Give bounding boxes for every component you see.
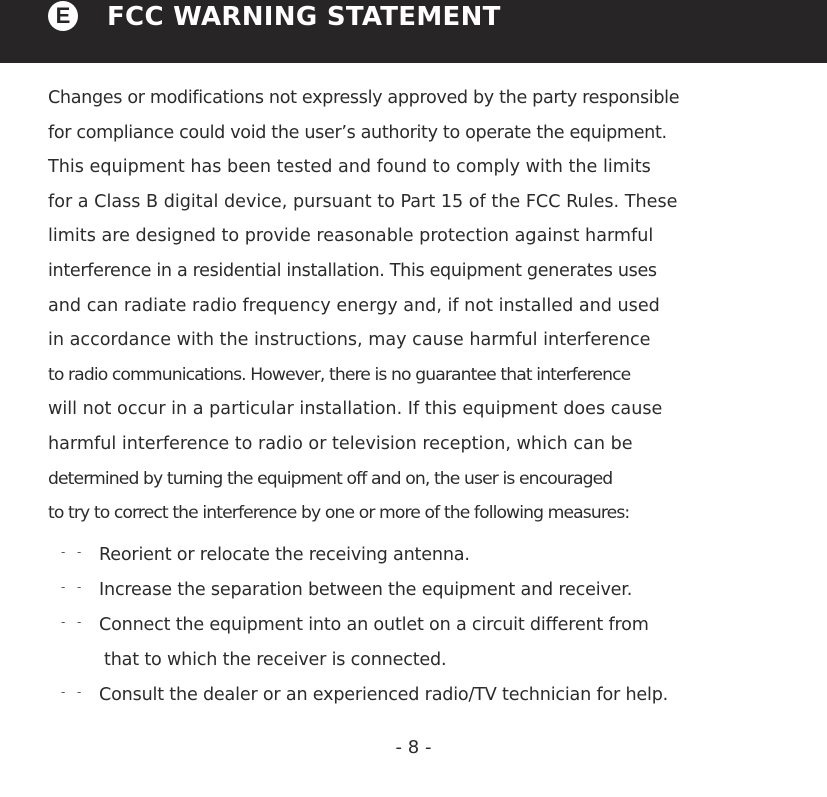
list-item-text: Connect the equipment into an outlet on a circuit different from bbox=[99, 615, 649, 635]
dash-bullet-icon: - bbox=[61, 580, 66, 594]
dash-bullet-icon: - bbox=[61, 615, 66, 629]
page-number: - 8 - bbox=[395, 737, 432, 758]
paragraph-line: This equipment has been tested and found to comply with the limits bbox=[48, 157, 651, 178]
section-header-bar bbox=[0, 0, 827, 63]
paragraph-line: to radio communications. However, there is no guarantee that interference bbox=[48, 364, 631, 385]
list-item-text: Reorient or relocate the receiving antenna. bbox=[99, 545, 470, 565]
paragraph-line: to try to correct the interference by one or more of the following measures: bbox=[48, 503, 630, 524]
dash-bullet-icon: - bbox=[77, 545, 82, 559]
paragraph-line: and can radiate radio frequency energy and, if not installed and used bbox=[48, 295, 660, 316]
section-letter-badge: E bbox=[48, 1, 78, 31]
dash-bullet-icon: - bbox=[77, 615, 82, 629]
list-item-continuation bbox=[48, 643, 808, 678]
paragraph-line: limits are designed to provide reasonable protection against harmful bbox=[48, 226, 654, 247]
dash-bullet-icon: - bbox=[61, 685, 66, 699]
paragraph-line: for compliance could void the user’s authority to operate the equipment. bbox=[48, 122, 667, 143]
list-item-text: that to which the receiver is connected. bbox=[104, 650, 447, 670]
list-item-text: Consult the dealer or an experienced radio/TV technician for help. bbox=[99, 685, 669, 705]
list-item bbox=[48, 678, 808, 713]
paragraph-line: harmful interference to radio or television reception, which can be bbox=[48, 433, 633, 454]
paragraph-line: for a Class B digital device, pursuant to Part 15 of the FCC Rules. These bbox=[48, 191, 678, 212]
dash-bullet-icon: - bbox=[77, 580, 82, 594]
section-title: FCC WARNING STATEMENT bbox=[107, 2, 501, 32]
paragraph-line: will not occur in a particular installation. If this equipment does cause bbox=[48, 399, 663, 420]
fcc-statement-paragraph bbox=[48, 81, 793, 531]
paragraph-line: interference in a residential installation. This equipment generates uses bbox=[48, 260, 657, 281]
paragraph-line: Changes or modifications not expressly approved by the party responsible bbox=[48, 88, 680, 108]
list-item-text: Increase the separation between the equipment and receiver. bbox=[99, 580, 633, 600]
paragraph-line: determined by turning the equipment off and on, the user is encouraged bbox=[48, 468, 613, 489]
dash-bullet-icon: - bbox=[61, 545, 66, 559]
list-item bbox=[48, 538, 808, 573]
dash-bullet-icon: - bbox=[77, 685, 82, 699]
list-item bbox=[48, 573, 808, 608]
paragraph-line: in accordance with the instructions, may cause harmful interference bbox=[48, 330, 651, 351]
measures-list bbox=[48, 538, 808, 713]
list-item bbox=[48, 608, 808, 643]
